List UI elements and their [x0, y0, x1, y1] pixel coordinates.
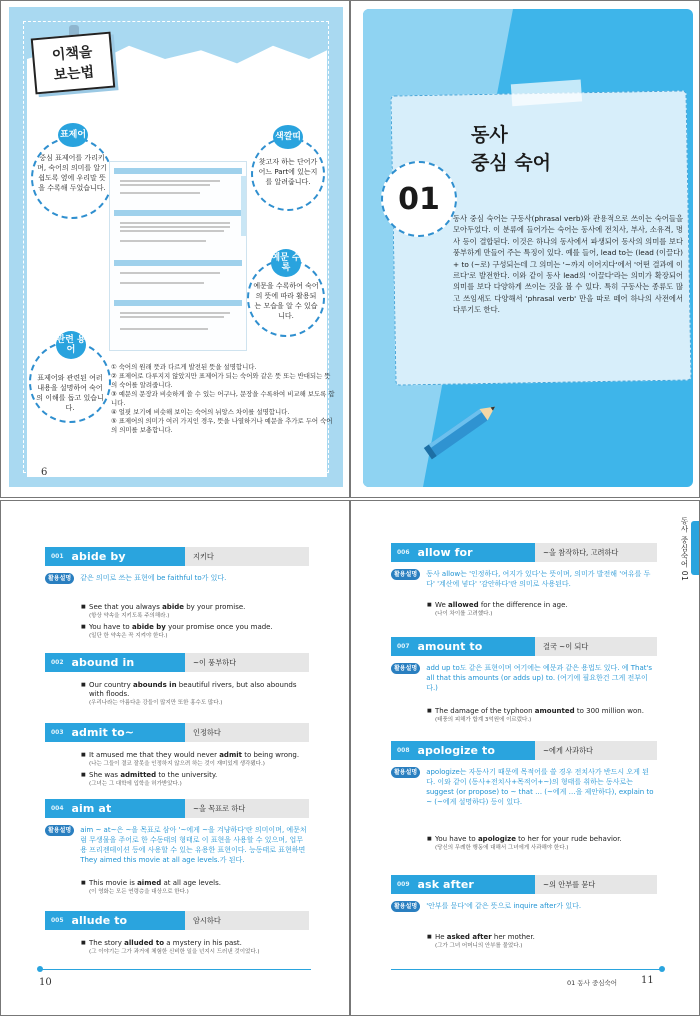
headword: ask after: [417, 878, 474, 891]
headword: amount to: [417, 640, 483, 653]
callout-examples-tag: 예문 수록: [271, 249, 301, 277]
entry-header: 007 amount to 결국 ~이 되다: [391, 637, 657, 656]
example-sentence: ■ You have to apologize to her for your rude behavior. (당신의 무례한 행동에 대해서 그녀에게 사과해야 한다.): [427, 835, 657, 852]
headword-meaning: ~을 참작하다, 고려하다: [535, 543, 657, 562]
page-7-chapter-opener: [350, 0, 700, 498]
headword: apologize to: [417, 744, 496, 757]
page-number: 10: [39, 977, 52, 988]
page-6: [0, 0, 350, 498]
headword-meaning: ~에게 사과하다: [535, 741, 657, 760]
usage-note: 활용설명 aim ~ at~은 ~을 목표로 삼아 '~에게 ~을 겨냥하다'란 의미이며, 예문처럼 무생물을 주어로 한 수동태의 형태로 이 표현을 사용할 수 있으며, 업무용 프리젠테이션 등에 사용할 수 있는 유용한 표현이다. 능동태로 표현하면 They aimed this movie at all age levels.가 된다.: [45, 825, 309, 865]
callout-index-text: 찾고자 하는 단어가 어느 Part에 있는지를 알려줍니다.: [258, 158, 318, 186]
usage-note: 활용설명 apologize는 자동사기 때문에 목적어를 쓸 경우 전치사가 반드시 오게 된다. 이와 같이 (동사+전치사+목적어+~)의 형태를 취하는 동사로는 suggest (or propose) to ~ that … (~에게 …을 제안하다), explain to ~ (~에게 설명하다) 등이 있다.: [391, 767, 657, 807]
headword-meaning: ~의 안부를 묻다: [535, 875, 657, 894]
example-sentence: ■ Our country abounds in beautiful rivers, but also abounds with floods. (우리나라는 아름다운 강들이 많지만 또한 홍수도 많다.): [81, 681, 309, 707]
footer-rule: [391, 969, 661, 970]
headword: abide by: [71, 550, 126, 563]
explanation-list: ① 숙어의 원래 뜻과 다르게 발전된 뜻을 설명합니다. ② 표제어로 다루지지 않았지만 표제어가 되는 숙어와 같은 뜻 또는 반대되는 뜻의 숙어를 알려줍니다. ③ 예문의 문장과 비슷하게 쓸 수 있는 어구나, 문장을 수록하여 비교해 보도록 합니다. ④ 얼핏 보기에 비슷해 보이는 숙어의 뉘앙스 차이를 설명합니다. ⑤ 표제어의 의미가 여러 가지인 경우, 뜻을 나열하거나 예문을 추가로 두어 숙어의 의미를 보충합니다.: [111, 363, 335, 434]
example-sentence: ■ You have to abide by your promise once you made. (일단 한 약속은 꼭 지켜야 한다.): [81, 623, 309, 640]
headword: allow for: [417, 546, 473, 559]
example-sentence: ■ See that you always abide by your promise. (항상 약속을 지키도록 주의해라.): [81, 603, 309, 620]
footer-dot: [659, 966, 665, 972]
chapter-intro-text: 동사 중심 숙어는 구동사(phrasal verb)와 관용적으로 쓰이는 숙어들을 모아두었다. 이 분류에 들어가는 숙어는 동사에 전치사, 부사, 소유격, 명사 등이 결합된다. 이것은 하나의 동사에서 파생되어 동사의 의미를 보다 풍부하게 만들어 주는 특징이 있다. 예를 들어, lead to는 (lead (이끌다) + to (~로) 구성되는데 그 의미는 '~까지 이어지다'에서 '어떤 결과에 이르다'로 발전한다. 이와 같이 동사 lead의 '이끌다'라는 의미가 확장되어 의미를 보다 다양하게 쓰이는 것을 볼 수 있다. 특히 구동사는 종류도 많고 쓰임새도 다양해서 'phrasal verb' 만을 따로 떼어 하나의 사전에서 다루기도 한다.: [453, 214, 684, 315]
page-11: [350, 500, 700, 1016]
headword: allude to: [71, 914, 128, 927]
headword-meaning: 암시하다: [185, 911, 309, 930]
entry-header: 002 abound in ~이 풍부하다: [45, 653, 309, 672]
example-sentence: ■ The story alluded to a mystery in his past. (그 이야기는 그가 과거에 체험한 신비한 일을 넌지시 드러낸 것이었다.): [81, 939, 309, 956]
pencil-icon: [417, 401, 507, 461]
page-10: [0, 500, 350, 1016]
page-number: 11: [641, 975, 654, 986]
how-to-use-title: 이책을 보는법: [31, 32, 116, 95]
headword: abound in: [71, 656, 135, 669]
example-sentence: ■ The damage of the typhoon amounted to 300 million won. (태풍의 피해가 합계 3억원에 이르렀다.): [427, 707, 657, 724]
example-sentence: ■ This movie is aimed at all age levels. (이 영화는 모든 연령층을 대상으로 한다.): [81, 879, 309, 896]
headword-meaning: 결국 ~이 되다: [535, 637, 657, 656]
chapter-number-badge: 01: [381, 161, 457, 237]
part-color-tab: [691, 521, 699, 575]
usage-note: 활용설명 '안부를 묻다'에 같은 뜻으로 inquire after가 있다.: [391, 901, 657, 912]
usage-note: 활용설명 add up to도 같은 표현이며 여기에는 예문과 같은 용법도 있다. 예 That's all that this amounts (or adds up) to. (여기에 필요한건 그게 전부이다.): [391, 663, 657, 693]
example-sentence: ■ We allowed for the difference in age. (나이 차이를 고려했다.): [427, 601, 657, 618]
entry-header: 006 allow for ~을 참작하다, 고려하다: [391, 543, 657, 562]
entry-header: 005 allude to 암시하다: [45, 911, 309, 930]
headword: admit to~: [71, 726, 135, 739]
part-side-label: 동사 중심숙어 01: [680, 517, 689, 582]
entry-header: 003 admit to~ 인정하다: [45, 723, 309, 742]
footer-chapter-label: 01 동사 중심숙어: [567, 979, 618, 987]
entry-header: 004 aim at ~을 목표로 하다: [45, 799, 309, 818]
example-sentence: ■ He asked after her mother. (그가 그녀 어머니의 안부를 물었다.): [427, 933, 657, 950]
headword-meaning: 인정하다: [185, 723, 309, 742]
example-sentence: ■ It amused me that they would never admit to being wrong. (나는 그들이 결코 잘못을 인정하지 않으려 하는 것이 재미있게 생각됐다.): [81, 751, 309, 768]
headword-meaning: ~을 목표로 하다: [185, 799, 309, 818]
callout-related-text: 표제어와 관련된 여러 내용을 설명하여 숙어의 이해를 돕고 있습니다.: [36, 374, 104, 412]
sample-page-thumbnail: [109, 161, 247, 351]
footer-rule: [41, 969, 311, 970]
entry-header: 001 abide by 지키다: [45, 547, 309, 566]
callout-examples-text: 예문을 수록하여 숙어의 뜻에 따라 활용되는 모습을 알 수 있습니다.: [253, 282, 319, 320]
page-number: 6: [41, 467, 48, 478]
usage-note: 활용설명 같은 의미로 쓰는 표현에 be faithful to가 있다.: [45, 573, 309, 584]
entry-header: 008 apologize to ~에게 사과하다: [391, 741, 657, 760]
headword-meaning: 지키다: [185, 547, 309, 566]
headword: aim at: [71, 802, 112, 815]
callout-index-tag: 색깔띠: [273, 125, 303, 149]
callout-related-tag: 관련 용어: [56, 331, 86, 359]
example-sentence: ■ She was admitted to the university. (그녀는 그 대학에 입학을 허가받았다.): [81, 771, 309, 788]
headword-meaning: ~이 풍부하다: [185, 653, 309, 672]
callout-headword-tag: 표제어: [58, 123, 88, 147]
callout-headword-text: 중심 표제어를 가리키며, 숙어의 의미를 알기 쉽도록 옆에 우리말 뜻을 수록해 두었습니다.: [37, 154, 107, 192]
entry-header: 009 ask after ~의 안부를 묻다: [391, 875, 657, 894]
chapter-title: 동사 중심 숙어: [471, 124, 552, 174]
usage-note: 활용설명 동사 allow는 '인정하다, 여지가 있다'는 뜻이며, 의미가 발전해 '여유를 두다' '계산에 넣다' '감안하다'란 의미로 사용된다.: [391, 569, 657, 589]
